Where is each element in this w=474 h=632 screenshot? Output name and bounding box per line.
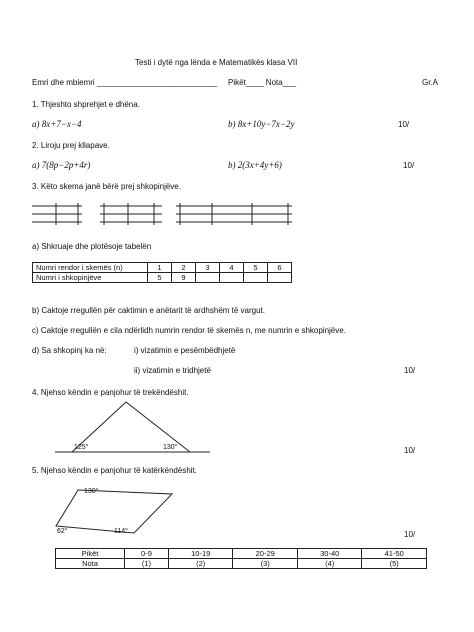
triangle-angle-left: 125°: [74, 444, 89, 451]
quad-angle-bottom-right: 114°: [114, 528, 128, 535]
table-cell: 0-9: [125, 549, 169, 559]
question-3-sub-d-i: i) vizatimin e pesëmbëdhjetë: [134, 346, 236, 355]
table-cell: 3: [196, 263, 220, 273]
table-header-cell: Nota: [56, 559, 125, 569]
question-4-text: 4. Njehso këndin e panjohur të trekëndëshit.: [32, 388, 189, 397]
question-3-sub-c: c) Caktoje rregullën e cila ndërlidh numrin rendor të skemës n, me numrin e shkopinjëve.: [32, 326, 346, 335]
question-1-a: a) 8x+7−x−4: [32, 119, 82, 129]
points-grade-label: Pikët____ Nota___: [228, 78, 297, 87]
question-1-score: 10/: [398, 120, 410, 129]
table-cell: 5: [244, 263, 268, 273]
table-cell: 4: [220, 263, 244, 273]
question-1-text: 1. Thjeshto shprehjet e dhëna.: [32, 100, 140, 109]
table-cell: 10-19: [168, 549, 233, 559]
name-field-label: Emri dhe mbiemri ___________________________: [32, 78, 218, 87]
question-2-score: 10/: [403, 161, 415, 170]
table-cell: 20-29: [233, 549, 298, 559]
group-label: Gr.A: [422, 78, 439, 87]
quadrilateral-figure: [56, 490, 172, 533]
table-cell: [196, 273, 220, 283]
table-header-cell: Numri i shkopinjëve: [33, 273, 148, 283]
table-row: [56, 559, 427, 569]
table-cell: 5: [148, 273, 172, 283]
quad-angle-top: 130°: [84, 488, 99, 495]
grading-table: [55, 548, 427, 569]
question-3-sub-d: d) Sa shkopinj ka në:: [32, 346, 107, 355]
table-cell: 1: [148, 263, 172, 273]
triangle-angle-right: 130°: [163, 444, 178, 451]
table-header-cell: Numri rendor i skemës (n): [33, 263, 148, 273]
table-row: [33, 273, 292, 283]
question-2-b: b) 2(3x+4y+6): [228, 160, 282, 170]
table-header-cell: Pikët: [56, 549, 125, 559]
table-row: [56, 549, 427, 559]
table-cell: (5): [362, 559, 427, 569]
table-cell: (1): [125, 559, 169, 569]
question-2-a: a) 7(8p−2p+4r): [32, 160, 91, 170]
page-title: Testi i dytë nga lënda e Matematikës klasa VII: [135, 58, 298, 67]
table-row: [33, 263, 292, 273]
question-3-sub-d-ii: ii) vizatimin e tridhjetë: [134, 366, 211, 375]
stick-schemes-figure: [32, 203, 292, 225]
table-cell: 41-50: [362, 549, 427, 559]
question-1-b: b) 8x+10y−7x−2y: [228, 119, 295, 129]
question-5-score: 10/: [404, 530, 416, 539]
question-3-sub-a: a) Shkruaje dhe plotësoje tabelën: [32, 242, 152, 251]
table-cell: (4): [297, 559, 362, 569]
question-5-text: 5. Njehso këndin e panjohur të katërkëndëshit.: [32, 466, 197, 475]
question-3-text: 3. Këto skema janë bërë prej shkopinjëve.: [32, 182, 181, 191]
table-cell: 6: [268, 263, 292, 273]
table-cell: 30-40: [297, 549, 362, 559]
table-cell: 9: [172, 273, 196, 283]
question-2-text: 2. Liroju prej kllapave.: [32, 141, 110, 150]
question-4-score: 10/: [404, 446, 416, 455]
table-cell: (3): [233, 559, 298, 569]
question-3-score: 10/: [404, 366, 416, 375]
question-3-sub-b: b) Caktoje rregullën për caktimin e anëtarit të ardhshëm të vargut.: [32, 306, 266, 315]
table-cell: [244, 273, 268, 283]
table-cell: 2: [172, 263, 196, 273]
table-cell: [268, 273, 292, 283]
table-cell: [220, 273, 244, 283]
table-cell: (2): [168, 559, 233, 569]
sticks-table: [32, 262, 292, 283]
quad-angle-bottom-left: 62°: [57, 528, 68, 535]
